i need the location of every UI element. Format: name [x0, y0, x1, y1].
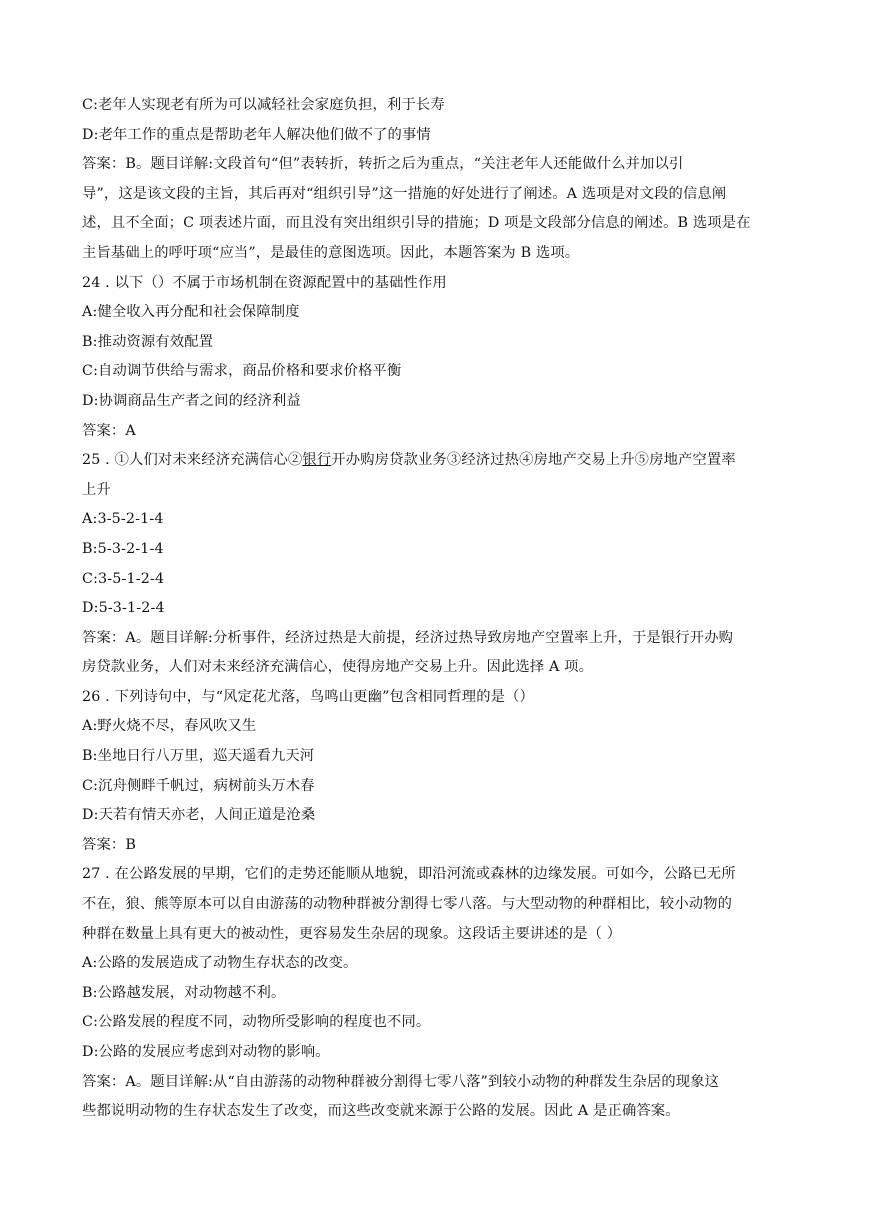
question-25-underlined-word: 银行: [302, 452, 332, 469]
option-c-q24: C:自动调节供给与需求，商品价格和要求价格平衡: [82, 363, 402, 380]
answer-q27-line-1: 答案：A。题目详解:从“自由游荡的动物种群被分割得七零八落”到较小动物的种群发生杂居的现象这: [82, 1073, 720, 1090]
answer-q27-line-2: 些都说明动物的生存状态发生了改变，而这些改变就来源于公路的发展。因此 A 是正确答案。: [82, 1103, 680, 1120]
option-a-q25: A:3-5-2-1-4: [82, 511, 164, 528]
option-b-q27: B:公路越发展，对动物越不利。: [82, 984, 286, 1001]
question-27-line-3: 种群在数量上具有更大的被动性，更容易发生杂居的现象。这段话主要讲述的是（ ）: [82, 925, 622, 942]
question-26: 26 . 下列诗句中，与“风定花尤落，鸟鸣山更幽”包含相同哲理的是（）: [82, 688, 535, 705]
question-24: 24 . 以下（）不属于市场机制在资源配置中的基础性作用: [82, 274, 447, 291]
answer-q23-line-2: 导”，这是该文段的主旨，其后再对“组织引导”这一措施的好处进行了阐述。A 选项是对文段的信息阐: [82, 185, 727, 202]
question-25-line-2: 上升: [82, 481, 111, 498]
option-b-q24: B:推动资源有效配置: [82, 333, 214, 350]
option-b-q25: B:5-3-2-1-4: [82, 540, 164, 557]
answer-q23-line-4: 主旨基础上的呼吁项“应当”，是最佳的意图选项。因此，本题答案为 B 选项。: [82, 244, 580, 261]
option-d-q26: D:天若有情天亦老，人间正道是沧桑: [82, 807, 316, 824]
option-d-q23: D:老年工作的重点是帮助老年人解决他们做不了的事情: [82, 126, 431, 143]
question-27-line-2: 不在，狼、熊等原本可以自由游荡的动物种群被分割得七零八落。与大型动物的种群相比，较小动物的: [82, 896, 733, 913]
option-c-q23: C:老年人实现老有所为可以减轻社会家庭负担，利于长寿: [82, 97, 445, 113]
option-c-q26: C:沉舟侧畔千帆过，病树前头万木春: [82, 777, 315, 794]
answer-q23-line-1: 答案：B。题目详解:文段首句“但”表转折，转折之后为重点，“关注老年人还能做什么并加以引: [82, 156, 684, 173]
option-d-q25: D:5-3-1-2-4: [82, 600, 165, 617]
answer-q23-line-3: 述，且不全面；C 项表述片面，而且没有突出组织引导的措施；D 项是文段部分信息的阐述。B 选项是在: [82, 215, 751, 232]
option-b-q26: B:坐地日行八万里，巡天遥看九天河: [82, 748, 315, 765]
question-25-prefix: 25 . ①人们对未来经济充满信心②: [82, 452, 303, 469]
option-c-q27: C:公路发展的程度不同，动物所受影响的程度也不同。: [82, 1014, 431, 1031]
option-d-q24: D:协调商品生产者之间的经济利益: [82, 392, 301, 409]
question-27-line-1: 27 . 在公路发展的早期，它们的走势还能顺从地貌，即沿河流或森林的边缘发展。可如今，公路已无所: [82, 866, 736, 883]
question-25-suffix: 开办购房贷款业务③经济过热④房地产交易上升⑤房地产空置率: [331, 452, 736, 469]
answer-q25-line-2: 房贷款业务，人们对未来经济充满信心，使得房地产交易上升。因此选择 A 项。: [82, 659, 594, 676]
answer-q26: 答案：B: [82, 836, 136, 853]
option-d-q27: D:公路的发展应考虑到对动物的影响。: [82, 1044, 330, 1060]
option-a-q27: A:公路的发展造成了动物生存状态的改变。: [82, 955, 358, 972]
option-a-q26: A:野火烧不尽，春风吹又生: [82, 718, 257, 735]
answer-q24: 答案：A: [82, 422, 136, 439]
answer-q25-line-1: 答案：A。题目详解:分析事件，经济过热是大前提，经济过热导致房地产空置率上升，于是银行开办购: [82, 629, 734, 646]
document-page: [82, 91, 787, 1127]
option-c-q25: C:3-5-1-2-4: [82, 570, 165, 587]
option-a-q24: A:健全收入再分配和社会保障制度: [82, 304, 300, 321]
question-25-line-1: [82, 446, 787, 476]
